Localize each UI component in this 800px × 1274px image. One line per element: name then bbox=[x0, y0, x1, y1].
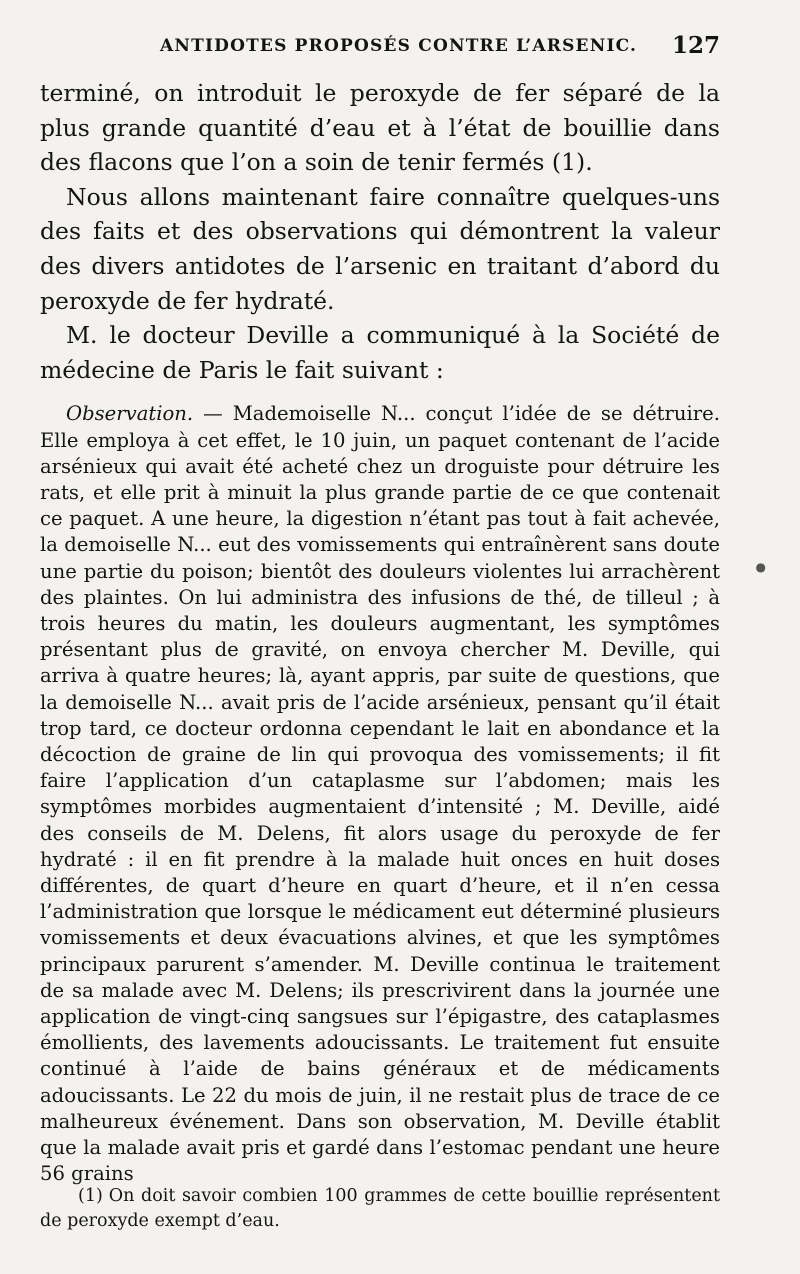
observation-text: — Mademoiselle N... conçut l’idée de se détruire. Elle employa à cet effet, le 10 juin, un paquet contenant de l’acide arsénieux qui avait été acheté chez un droguiste pour détruire les rats, et elle prit à minuit la plus grande partie de ce que contenait ce paquet. A une heure, la digestion n’étant pas tout à fait achevée, la demoiselle N... eut des vomissements qui entraînèrent sans doute une partie du poison; bientôt des douleurs violentes lui arrachèrent des plaintes. On lui administra des infusions de thé, de tilleul ; à trois heures du matin, les douleurs augmentant, les symptômes présentant plus de gravité, on envoya chercher M. Deville, qui arriva à quatre heures; là, ayant appris, par suite de questions, que la demoiselle N... avait pris de l’acide arsénieux, pensant qu’il était trop tard, ce docteur ordonna cependant le lait en abondance et la décoction de graine de lin qui provoqua des vomissements; il fit faire l’application d’un cataplasme sur l’abdomen; mais les symptômes morbides augmentaient d’intensité ; M. Deville, aidé des conseils de M. Delens, fit alors usage du peroxyde de fer hydraté : il en fit prendre à la malade huit onces en huit doses différentes, de quart d’heure en quart d’heure, et il n’en cessa l’administration que lorsque le médicament eut déterminé plusieurs vomissements et deux évacuations alvines, et que les symptômes principaux parurent s’amender. M. Deville continua le traitement de sa malade avec M. Delens; ils prescrivirent dans la journée une application de vingt-cinq sangsues sur l’épigastre, des cataplasmes émollients, des lavements adoucissants. Le traitement fut ensuite continué à l’aide de bains généraux et de médicaments adoucissants. Le 22 du mois de juin, il ne restait plus de trace de ce malheureux événement. Dans son observation, M. Deville établit que la malade avait pris et gardé dans l’estomac pendant une heure 56 grains bbox=[40, 402, 720, 1186]
body-text bbox=[40, 76, 720, 1207]
observation-paragraph bbox=[40, 401, 720, 1187]
page-edge-mark: ● bbox=[755, 560, 766, 574]
footnote bbox=[40, 1184, 720, 1234]
footnote-text: On doit savoir combien 100 grammes de cette bouillie représentent de peroxyde exempt d’eau. bbox=[40, 1186, 720, 1231]
page-number: 127 bbox=[671, 32, 720, 59]
running-title: ANTIDOTES PROPOSÉS CONTRE L’ARSENIC. bbox=[160, 36, 638, 56]
paragraph-continuation: terminé, on introduit le peroxyde de fer séparé de la plus grande quantité d’eau et à l’état de bouillie dans des flacons que l’on a soin de tenir fermés (1). bbox=[40, 79, 720, 177]
footnote-marker: (1) bbox=[78, 1186, 103, 1206]
paragraph-antidotes-intro: Nous allons maintenant faire connaître quelques-uns des faits et des observations qui démontrent la valeur des divers antidotes de l’arsenic en traitant d’abord du peroxyde de fer hydraté. bbox=[40, 182, 720, 315]
paragraph-deville-intro: M. le docteur Deville a communiqué à la Société de médecine de Paris le fait suivant : bbox=[40, 321, 720, 384]
observation-label: Observation. bbox=[66, 402, 194, 426]
page-header bbox=[40, 32, 720, 62]
